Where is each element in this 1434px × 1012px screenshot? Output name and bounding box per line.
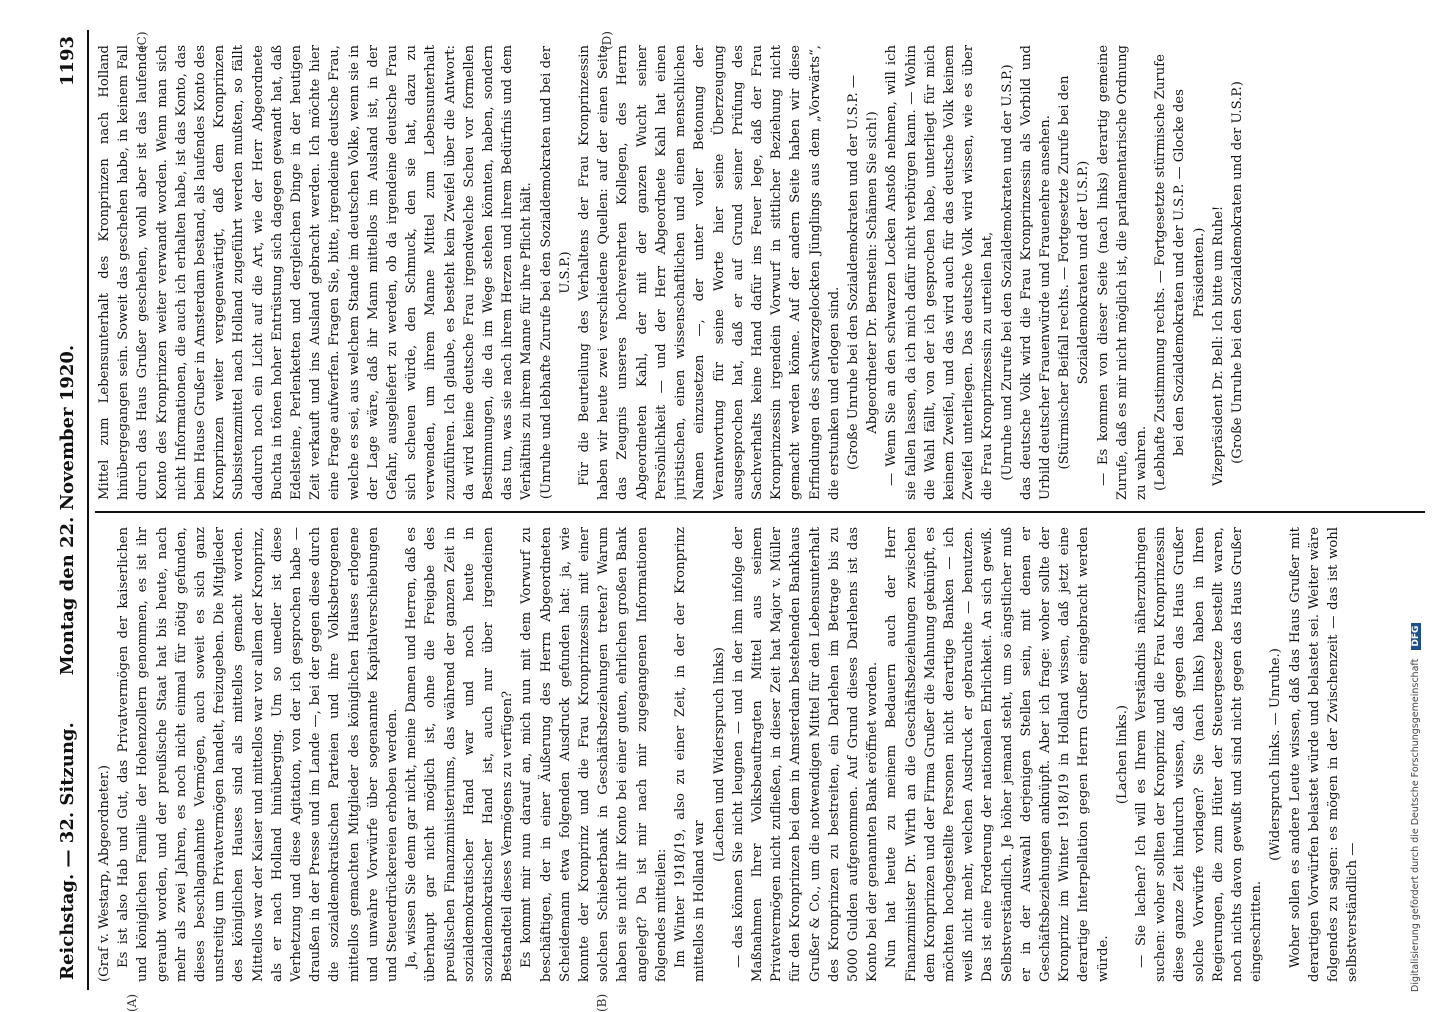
dfg-logo: DFG bbox=[1411, 623, 1421, 650]
paragraph: — das können Sie nicht leugnen — und in der ihm infolge der Maßnahmen Ihrer Volksbeauftragten Mittel aus seinem Privatvermögen nicht zufließen, in dieser Zeit hat Major v. Müller für den Kronprinzen bei dem in Amsterdam bestehenden Bankhaus Grußer & Co., um die notwendigen Mittel für den Lebensunterhalt des Kronprinzen zu bestreiten, ein Darlehen im Betrage bis zu 5000 Gulden aufgenommen. Auf Grund dieses Darlehens ist das Konto bei der genannten Bank eröffnet worden. bbox=[730, 527, 881, 982]
interjection: (Große Unruhe bei den Sozialdemokraten und der U.S.P. — Abgeordneter Dr. Bernstein: Schämen Sie sich!) bbox=[845, 74, 881, 471]
interjection: (Große Unruhe bei den Sozialdemokraten und der U.S.P.) bbox=[1229, 81, 1245, 464]
paragraph: Für die Beurteilung des Verhaltens der Frau Kronprinzessin haben wir heute zwei verschiedene Quellen: auf der einen Seite das Zeugnis unseres hochverehrten Kollegen, des Herrn Abgeordneten Kahl, der mit der ganzen Wucht seiner Persönlichkeit — und der Herr Abgeordnete Kahl hat einen juristischen, einen wissenschaftlichen und einen menschlichen Namen einzusetzen —, der unter voller Betonung der Verantwortung für seine Worte hier seine Überzeugung ausgesprochen hat, daß er auf Grund seiner Prüfung des Sachverhalts keine Hand dafür ins Feuer lege, daß der Frau Kronprinzessin irgendein Vorwurf in sittlicher Beziehung nicht gemacht werden könne. Auf der andern Seite haben wir diese Erfindungen des schwarzgelockten Jünglings aus dem „Vorwärts“, die erstunken und erlogen sind. bbox=[577, 45, 842, 500]
margin-mark-b: (B) bbox=[595, 993, 609, 1012]
president-remark: Vizepräsident Dr. Bell: Ich bitte um Ruhe! bbox=[1210, 205, 1226, 486]
rotated-page bbox=[55, 30, 1425, 1012]
interjection: (Lachen links.) bbox=[1114, 704, 1130, 805]
paragraph: Ja, wissen Sie denn gar nicht, meine Damen und Herren, daß es überhaupt gar nicht möglich ist, ohne die Freigabe des preußischen Finanzministeriums, das während der ganzen Zeit in sozialdemokratischer Hand war und noch heute in sozialdemokratischer Hand ist, auch nur über irgendeinen Bestandteil dieses Vermögens zu verfügen? bbox=[404, 527, 516, 982]
header-date: Montag den 22. November 1920. bbox=[57, 344, 78, 676]
right-column bbox=[95, 45, 1425, 500]
interjection: (Unruhe und Zurufe bei den Sozialdemokraten und der U.S.P.) bbox=[999, 64, 1015, 481]
paragraph: — Wenn Sie an den schwarzen Locken Anstoß nehmen, will ich sie fallen lassen, da ich mich dafür nicht verbürgen kann. — Wohin die Wahl fällt, von der ich gesprochen habe, unterliegt für mich keinem Zweifel, und das wird auch für das deutsche Volk keinem Zweifel unterliegen. Das deutsche Volk wird wissen, wie es über die Frau Kronprinzessin zu urteilen hat, bbox=[884, 45, 996, 500]
speaker-note: (Graf v. Westarp, Abgeordneter.) bbox=[97, 764, 112, 982]
paragraph: Woher sollen es andere Leute wissen, daß das Haus Grußer mit derartigen Vorwürfen belastet würde und belastet sei. Weiter wäre folgendes zu sagen: es mögen in der Zwischenzeit — das ist wohl selbstverständlich — bbox=[1287, 527, 1361, 982]
paragraph: Im Winter 1918/19, also zu einer Zeit, in der der Kronprinz mittellos in Holland war bbox=[673, 527, 708, 982]
margin-mark-d: (D) bbox=[600, 31, 614, 50]
header-rule bbox=[87, 30, 89, 990]
left-column bbox=[95, 527, 1425, 982]
margin-mark-c: (C) bbox=[135, 31, 149, 50]
column-divider bbox=[95, 511, 1425, 513]
paragraph: — Es kommen von dieser Seite (nach links) derartig gemeine Zurufe, daß es mir nicht möglich ist, die parlamentarische Ordnung zu wahren. bbox=[1095, 45, 1149, 500]
paragraph: Nun hat heute zu meinem Bedauern auch der Herr Finanzminister Dr. Wirth an die Geschäftsbeziehungen zwischen dem Kronprinzen und der Firma Grußer die Mahnung geknüpft, es möchten hochgestellte Personen nicht derartige Banken — ich weiß nicht mehr, welchen Ausdruck er gebrauchte — benutzen. Das ist eine Forderung der nationalen Ehrlichkeit. An sich gewiß. Selbstverständlich. Je höher jemand steht, um so ängstlicher muß er in der Auswahl derjenigen Stellen sein, mit denen er Geschäftsbeziehungen anknüpft. Aber ich frage: woher sollte der Kronprinz im Winter 1918/19 in Holland wissen, daß jetzt eine derartige Interpellation gegen Herrn Grußer eingebracht werden würde. bbox=[884, 527, 1111, 982]
interjection: (Lebhafte Zustimmung rechts. — Fortgesetzte stürmische Zurufe bei den Sozialdemokraten und der U.S.P. — Glocke des Präsidenten.) bbox=[1153, 54, 1207, 491]
digitization-credit bbox=[1408, 8, 1428, 992]
paragraph: — Sie lachen? Ich will es Ihrem Verständnis näherzubringen suchen: woher sollten der Kronprinz und die Frau Kronprinzessin diese ganze Zeit hindurch wissen, daß gegen das Haus Grußer solche Vorwürfe vorlagen? Sie (nach links) haben in Ihren Regierungen, die zum Hüter der Steuergesetze bestellt waren, noch nichts davon gewußt und sind nicht gegen das Haus Grußer eingeschritten. bbox=[1133, 527, 1265, 982]
paragraph: Mittel zum Lebensunterhalt des Kronprinzen nach Holland hinübergegangen sein. Soweit das geschehen habe, in keinem Fall durch das Haus Grußer geschehen, wohl aber ist das laufende Konto des Kronprinzen weiter verwandt worden. Wenn man sich nicht Informationen, die auch ich erhalten habe, ist das Konto, das beim Hause Grußer in Amsterdam bestand, als laufendes Konto des Kronprinzen weiter vergegenwärtigt, daß dem Kronprinzen Subsistenzmittel nach Holland zugeführt werden mußten, so fällt dadurch noch ein Licht auf die Art, wie der Herr Abgeordnete Buchta in tönen hoher Entrüstung sich dagegen gewandt hat, daß Edelsteine, Perlenketten und dergleichen Dinge in der heutigen Zeit verkauft und ins Ausland gebracht werden. Ich möchte hier eine Frage aufwerfen. Fragen Sie, bitte, irgendeine deutsche Frau, welche es sei, aus welchem Stande im deutschen Volke, wenn sie in der Lage wäre, daß ihr Mann mittellos im Ausland ist, in der Gefahr, ausgeliefert zu werden, ob da irgendeine deutsche Frau sich scheuen würde, den Schmuck, den sie hat, dazu zu verwenden, um ihrem Manne Mittel zum Lebensunterhalt zuzuführen. Ich glaube, es besteht kein Zweifel über die Antwort: da wird keine deutsche Frau irgendwelche Scheu vor formellen Bestimmungen, die da im Wege stehen könnten, haben, sondern das tun, was sie nach ihrem Herzen und ihrem Bedürfnis und dem Verhältnis zu ihrem Manne für ihre Pflicht hält. bbox=[97, 45, 535, 500]
header-left: Reichstag. — 32. Sitzung. bbox=[57, 722, 78, 980]
page-number: 1193 bbox=[57, 36, 78, 87]
interjection: (Widerspruch links. — Unruhe.) bbox=[1268, 648, 1284, 861]
page-header bbox=[55, 30, 85, 990]
margin-mark-a: (A) bbox=[125, 993, 139, 1012]
credit-text: Digitalisierung gefördert durch die Deutsche Forschungsgemeinschaft bbox=[1410, 658, 1421, 992]
interjection: (Stürmischer Beifall rechts. — Fortgesetzte Zurufe bei den Sozialdemokraten und der U.S.P.) bbox=[1057, 75, 1092, 470]
paragraph: Es ist also Hab und Gut, das Privatvermögen der kaiserlichen und königlichen Familie der Hohenzollern genommen, es ist ihr geraubt worden, und der preußische Staat hat bis heute, nach mehr als zwei Jahren, es noch nicht einmal für nötig gefunden, dieses beschlagnahmte Vermögen, auch soweit es sich ganz unstreitig um Privatvermögen handelt, freizugeben. Die Mitglieder des königlichen Hauses sind als mittellos gemacht worden. Mittellos war der Kaiser und mittellos war vor allem der Kronprinz, als er nach Holland hinüberging. Um so unedler ist diese Verhetzung und diese Agitation, von der ich gesprochen habe — draußen in der Presse und im Lande —, bei der gegen diese durch die sozialdemokratischen Parteien und ihre Volksbetrogenen mittellos gemachten Mitglieder des königlichen Hauses erlogene und unwahre Vorwürfe über sogenannte Kapitalverschiebungen und Steuerdrückereien erhoben werden. bbox=[116, 527, 401, 982]
paragraph: Es kommt mir nun darauf an, mich nun mit dem Vorwurf zu beschäftigen, der in einer Äußerung des Herrn Abgeordneten Scheidemann etwa folgenden Ausdruck gefunden hat: ja, wie konnte der Kronprinz und die Frau Kronprinzessin mit einer solchen Schieberbank in Geschäftsbeziehungen treten? Warum haben sie nicht ihr Konto bei einer guten, ehrlichen großen Bank angelegt? Da ist mir nach mir zugegangenen Informationen folgendes mitteilen: bbox=[519, 527, 669, 982]
paragraph: das deutsche Volk wird die Frau Kronprinzessin als Vorbild und Urbild deutscher Frauenwürde und Frauenehre ansehen. bbox=[1018, 45, 1053, 500]
interjection: (Lachen und Widerspruch links) bbox=[711, 647, 727, 862]
interjection: (Unruhe und lebhafte Zurufe bei den Sozialdemokraten und bei der U.S.P.) bbox=[538, 45, 573, 500]
